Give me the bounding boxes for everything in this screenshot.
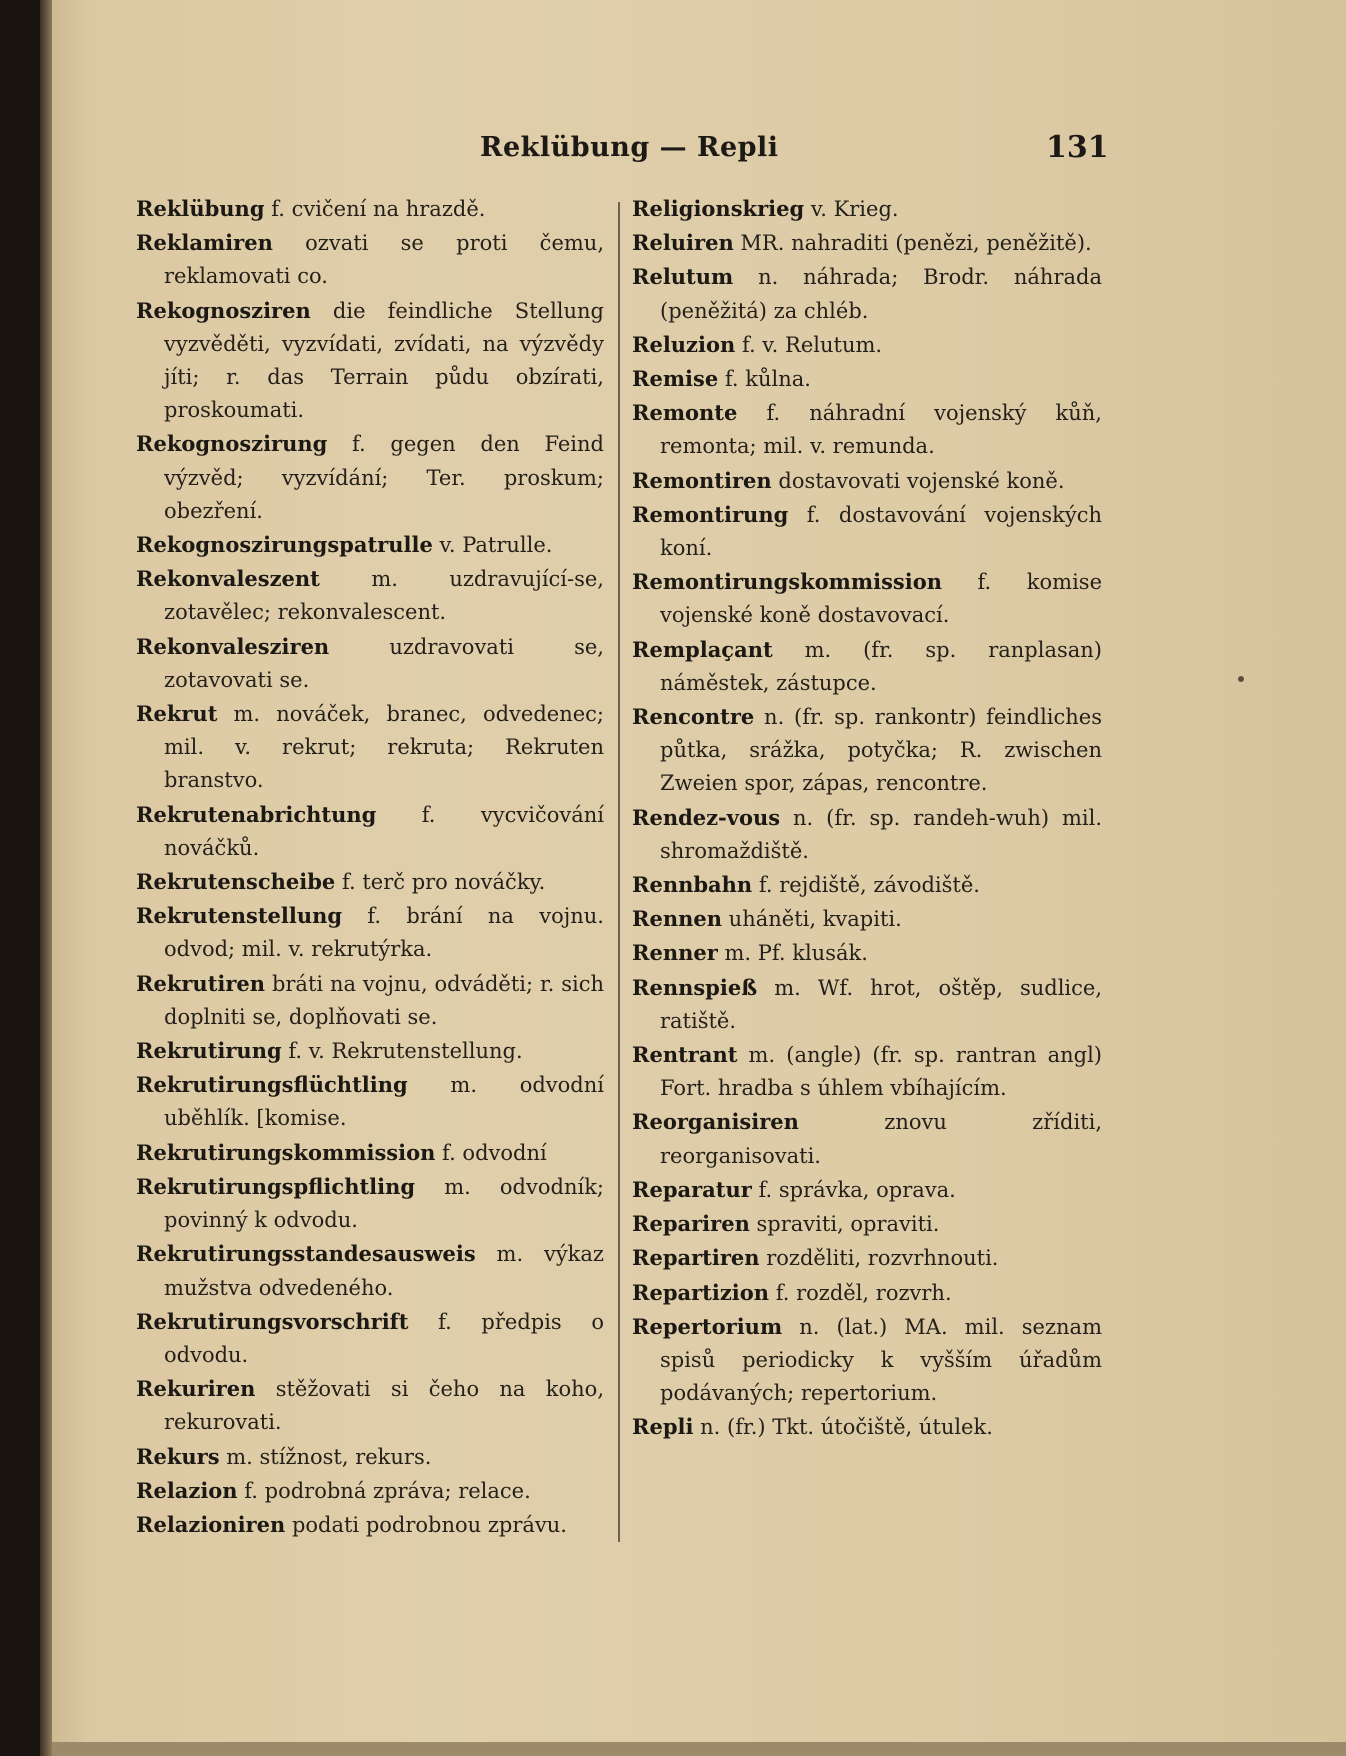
entry-definition: m. stížnost, rekurs. <box>226 1444 432 1469</box>
entry-definition: bráti na vojnu, odváděti; r. sich doplniti se, doplňovati se. <box>164 971 604 1029</box>
dictionary-entry <box>632 902 1102 936</box>
entry-headword: Remontiren <box>632 467 772 493</box>
entry-definition: f. předpis o odvodu. <box>164 1309 604 1367</box>
entry-headword: Rekrutirungsflüchtling <box>136 1072 408 1098</box>
entry-headword: Repartiren <box>632 1245 760 1271</box>
entry-headword: Rekrut <box>136 701 218 727</box>
entry-headword: Rekrutirungspflichtling <box>136 1173 416 1199</box>
entry-definition: n. (fr. sp. rankontr) feindliches půtka, srážka, potyčka; R. zwischen Zweien spor, zápas, rencontre. <box>660 705 1102 796</box>
entry-definition: m. odvodník; povinný k odvodu. <box>164 1174 604 1233</box>
entry-definition: n. (fr.) Tkt. útočiště, útulek. <box>700 1415 993 1440</box>
dictionary-entry <box>632 464 1102 498</box>
entry-headword: Rekuriren <box>136 1376 256 1402</box>
dictionary-entry <box>632 565 1102 632</box>
entry-definition: spraviti, opraviti. <box>756 1212 940 1237</box>
entry-definition: f. kůlna. <box>724 367 811 392</box>
entry-headword: Rekonvaleszent <box>136 566 320 592</box>
dictionary-entry <box>136 1474 604 1508</box>
dictionary-entry <box>632 1310 1102 1411</box>
entry-headword: Repertorium <box>632 1313 783 1339</box>
dictionary-entry <box>632 226 1102 260</box>
entry-headword: Rekrutenabrichtung <box>136 801 377 827</box>
entry-headword: Rekognoszirung <box>136 431 328 457</box>
entry-definition: n. (lat.) MA. mil. seznam spisů periodicky k vyšším úřadům podávaných; repertorium. <box>660 1314 1102 1406</box>
dictionary-entry <box>136 1305 604 1372</box>
entry-headword: Reorganisiren <box>632 1109 799 1135</box>
entry-headword: Remonte <box>632 400 738 426</box>
entry-headword: Reluzion <box>632 331 736 357</box>
entry-definition: m. odvodní uběhlík. [komise. <box>164 1073 604 1131</box>
dictionary-entry <box>632 1105 1102 1172</box>
entry-headword: Rekrutirung <box>136 1038 282 1064</box>
entry-definition: f. brání na vojnu. odvod; mil. v. rekrutýrka. <box>164 904 604 962</box>
entry-definition: f. cvičení na hrazdě. <box>271 197 486 221</box>
entry-definition: f. v. Rekrutenstellung. <box>288 1039 523 1064</box>
entry-headword: Rennen <box>632 906 722 932</box>
entry-headword: Remplaçant <box>632 636 773 662</box>
entry-headword: Reklamiren <box>136 230 273 256</box>
entry-definition: die feindliche Stellung vyzvěděti, vyzvídati, zvídati, na výzvědy jíti; r. das Terrain půdu obzírati, proskoumati. <box>164 298 604 423</box>
entry-definition: ozvati se proti čemu, reklamovati co. <box>164 231 604 289</box>
entry-definition: v. Patrulle. <box>439 533 553 558</box>
dictionary-entry <box>136 798 604 865</box>
entry-definition: f. komise vojenské koně dostavovací. <box>660 570 1102 628</box>
dictionary-entry <box>136 899 604 966</box>
ink-speck <box>1238 676 1244 682</box>
dictionary-entry <box>136 427 604 528</box>
dictionary-entry <box>136 1068 604 1135</box>
column-divider <box>618 202 620 1542</box>
dictionary-entry <box>136 562 604 629</box>
dictionary-entry <box>136 865 604 899</box>
entry-headword: Repli <box>632 1414 694 1440</box>
dictionary-entry <box>632 362 1102 396</box>
entry-headword: Rekognoszirungspatrulle <box>136 532 433 558</box>
entry-headword: Rekrutirungsvorschrift <box>136 1308 409 1334</box>
entry-headword: Relazion <box>136 1477 238 1503</box>
entry-headword: Rennspieß <box>632 974 758 1000</box>
entry-definition: uháněti, kvapiti. <box>728 907 902 932</box>
dictionary-entry <box>632 868 1102 902</box>
entry-definition: dostavovati vojenské koně. <box>778 468 1065 493</box>
entry-headword: Rendez-vous <box>632 804 781 830</box>
entry-headword: Rekrutenscheibe <box>136 869 336 895</box>
entry-headword: Rekurs <box>136 1443 220 1469</box>
entry-definition: f. náhradní vojenský kůň, remonta; mil. v. remunda. <box>660 401 1102 459</box>
entry-headword: Rentrant <box>632 1042 738 1068</box>
entry-definition: f. správka, oprava. <box>758 1177 956 1202</box>
entry-headword: Rekonvalesziren <box>136 633 330 659</box>
entry-headword: Rekrutenstellung <box>136 903 343 929</box>
dictionary-entry <box>632 801 1102 868</box>
dictionary-entry <box>632 1173 1102 1207</box>
entry-definition: m. (angle) (fr. sp. rantran angl) Fort. hradba s úhlem vbíhajícím. <box>660 1043 1102 1101</box>
dictionary-entry <box>632 1276 1102 1310</box>
entry-definition: f. v. Relutum. <box>741 332 883 357</box>
entry-headword: Rencontre <box>632 704 755 730</box>
dictionary-entry <box>136 528 604 562</box>
entry-headword: Reklübung <box>136 196 265 221</box>
entry-definition: rozděliti, rozvrhnouti. <box>766 1246 999 1271</box>
dictionary-entry <box>136 192 604 226</box>
entry-definition: m. Wf. hrot, oštěp, sudlice, ratiště. <box>660 975 1102 1033</box>
entry-definition: n. náhrada; Brodr. náhrada (peněžitá) za chléb. <box>660 265 1102 323</box>
page-edge <box>40 1742 1346 1756</box>
dictionary-entry <box>632 700 1102 801</box>
dictionary-entry <box>136 1136 604 1170</box>
dictionary-entry <box>136 294 604 428</box>
dictionary-entry <box>136 967 604 1034</box>
entry-definition: f. vycvičování nováčků. <box>164 802 604 860</box>
dictionary-entry <box>136 1034 604 1068</box>
dictionary-entry <box>136 226 604 293</box>
entry-definition: m. uzdravující-se, zotavělec; rekonvalescent. <box>164 567 604 625</box>
entry-definition: f. podrobná zpráva; relace. <box>244 1478 531 1503</box>
entry-headword: Religionskrieg <box>632 196 805 221</box>
dictionary-entry <box>632 1207 1102 1241</box>
binding-gutter <box>40 0 52 1756</box>
entry-definition: f. odvodní <box>442 1140 547 1165</box>
dictionary-entry <box>632 396 1102 463</box>
entry-definition: n. (fr. sp. randeh-wuh) mil. shromaždiště. <box>660 805 1102 863</box>
entry-headword: Rekrutirungskommission <box>136 1139 436 1165</box>
entry-definition: f. gegen den Feind výzvěd; vyzvídání; Ter. proskum; obezření. <box>164 432 604 523</box>
page-number: 131 <box>1046 130 1109 165</box>
dictionary-entry <box>632 1038 1102 1105</box>
entry-definition: m. nováček, branec, odvedenec; mil. v. rekrut; rekruta; Rekruten branstvo. <box>164 702 604 793</box>
dictionary-entry <box>632 971 1102 1038</box>
entry-definition: znovu zříditi, reorganisovati. <box>660 1110 1102 1168</box>
entry-headword: Rekognosziren <box>136 297 311 323</box>
dictionary-entry <box>136 1372 604 1439</box>
dictionary-entry <box>632 1241 1102 1275</box>
dictionary-entry <box>136 697 604 798</box>
entry-headword: Remontirungskommission <box>632 569 942 595</box>
entry-headword: Rekrutiren <box>136 970 266 996</box>
right-column <box>632 192 1102 1445</box>
entry-definition: stěžovati si čeho na koho, rekurovati. <box>164 1377 604 1435</box>
entry-headword: Reparatur <box>632 1176 752 1202</box>
dictionary-entry <box>632 936 1102 970</box>
entry-definition: f. dostavování vojenských koní. <box>660 502 1102 561</box>
dictionary-entry <box>136 1508 604 1542</box>
entry-definition: MR. nahraditi (penězi, peněžitě). <box>740 231 1092 256</box>
entry-definition: f. rozděl, rozvrh. <box>775 1280 952 1305</box>
dictionary-entry <box>136 630 604 697</box>
entry-headword: Remise <box>632 366 719 392</box>
entry-definition: m. výkaz mužstva odvedeného. <box>164 1242 604 1300</box>
dictionary-entry <box>136 1440 604 1474</box>
entry-headword: Repartizion <box>632 1279 770 1305</box>
dictionary-entry <box>632 498 1102 565</box>
entry-definition: podati podrobnou zprávu. <box>291 1512 567 1537</box>
entry-headword: Rennbahn <box>632 872 753 898</box>
entry-headword: Reluiren <box>632 230 734 256</box>
dictionary-entry <box>632 328 1102 362</box>
entry-definition: f. terč pro nováčky. <box>341 870 546 895</box>
entry-headword: Rekrutirungsstandesausweis <box>136 1241 476 1267</box>
entry-headword: Repariren <box>632 1211 750 1237</box>
entry-definition: m. (fr. sp. ranplasan) náměstek, zástupce. <box>660 637 1102 695</box>
entry-headword: Relazioniren <box>136 1511 286 1537</box>
dictionary-entry <box>632 633 1102 700</box>
entry-headword: Relutum <box>632 264 734 290</box>
running-head: Reklübung — Repli <box>480 132 779 163</box>
entry-definition: f. rejdiště, závodiště. <box>758 873 980 898</box>
dictionary-entry <box>632 192 1102 226</box>
entry-headword: Remontirung <box>632 501 789 527</box>
dictionary-entry <box>136 1237 604 1304</box>
dictionary-entry <box>136 1170 604 1237</box>
entry-definition: v. Krieg. <box>810 197 899 221</box>
left-column <box>136 192 604 1542</box>
entry-definition: m. Pf. klusák. <box>724 941 868 966</box>
dictionary-entry <box>632 260 1102 327</box>
entry-headword: Renner <box>632 940 718 966</box>
entry-definition: uzdravovati se, zotavovati se. <box>164 634 604 692</box>
dictionary-entry <box>632 1410 1102 1444</box>
